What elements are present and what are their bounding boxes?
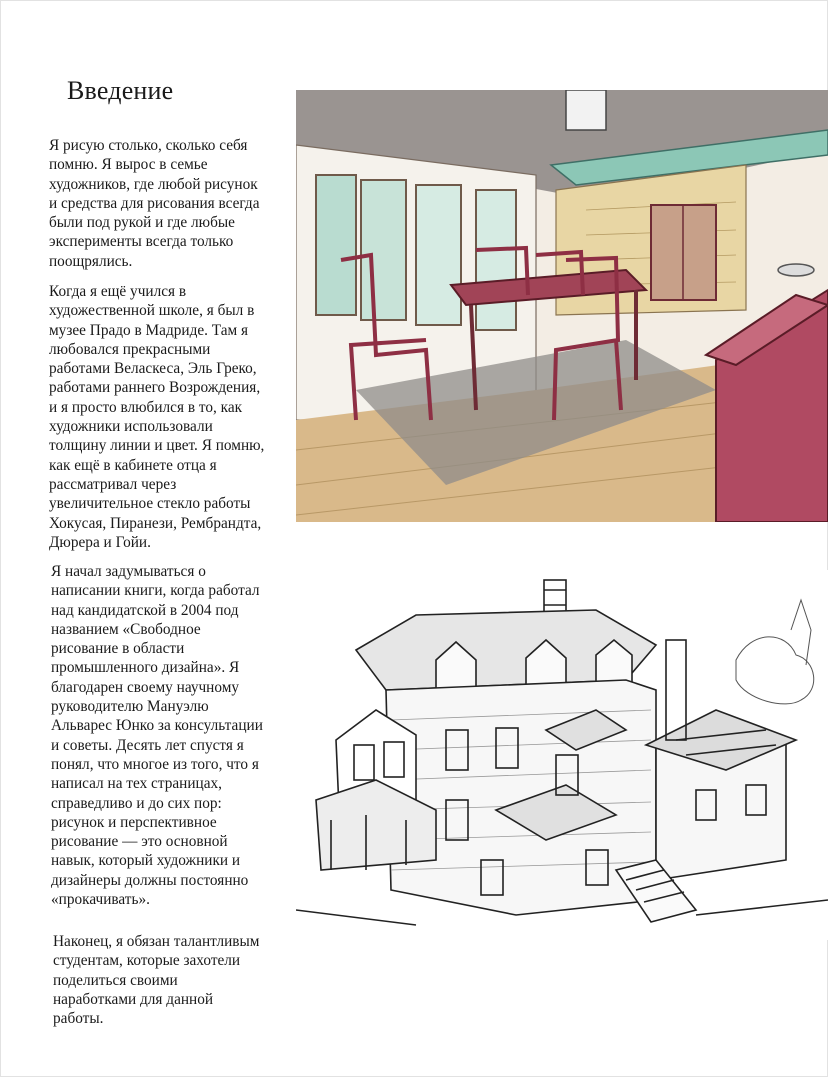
paragraph-art-school: Когда я ещё учился в художественной школе, я был в музее Прадо в Мадриде. Там я любовался прекрасными работами Веласкеса, Эль Греко, работами раннего Возрождения, и я просто влюбился в то, как художники использовали толщину линии и цвет. Я помню, как ещё в кабинете отца я рассматривал через увеличительное стекло работы Хокусая, Пиранези, Рембрандта, Дюрера и Гойи. [49, 283, 265, 551]
paragraph-childhood: Я рисую столько, сколько себя помню. Я вырос в семье художников, где любой рисунок и средства для рисования всегда были под рукой и где любые эксперименты всегда только поощрялись. [49, 137, 260, 270]
victorian-house-sketch [296, 570, 828, 940]
paragraph-book-origin: Я начал задумываться о написании книги, когда работал над кандидатской в 2004 под названием «Свободное рисование в области промышленного дизайна». Я благодарен своему научному руководителю Мануэлю Альварес Юнко за консультации и советы. Десять лет спустя я понял, что многое из того, что я написал на тех страницах, справедливо и до сих пор: рисунок и перспективное рисование — это основной навык, который художники и дизайнеры должны постоянно «прокачивать». [51, 563, 263, 909]
paragraph-acknowledgements: Наконец, я обязан талантливым студентам, которые захотели поделиться своими наработками для данной работы. [53, 933, 260, 1028]
page-title: Введение [67, 76, 174, 105]
interior-dining-room-sketch [296, 90, 828, 522]
